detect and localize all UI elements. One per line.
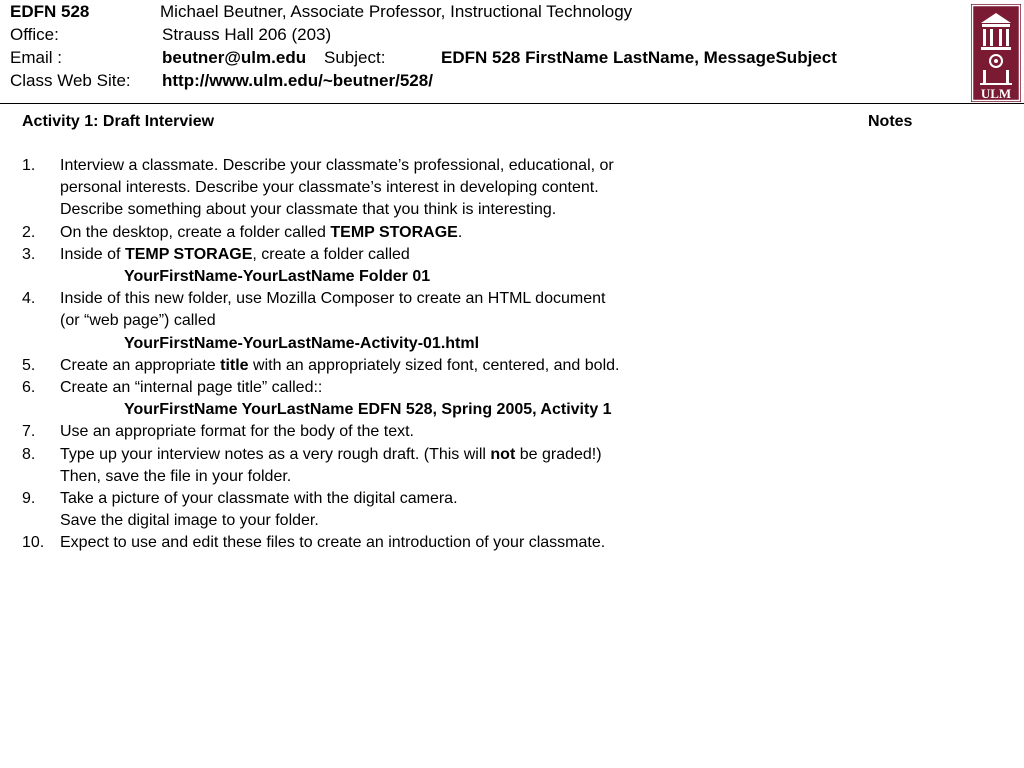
header-row-email: [10, 46, 960, 69]
email-label: Email :: [10, 48, 62, 67]
step-text: Inside of TEMP STORAGE, create a folder called: [60, 245, 410, 263]
step-text: Then, save the file in your folder.: [60, 467, 292, 485]
list-item: [22, 444, 742, 488]
list-item: [22, 532, 742, 554]
header-divider: [0, 103, 1024, 104]
activity-title: Activity 1: Draft Interview: [22, 113, 215, 130]
step-number: 7.: [22, 423, 36, 441]
step-text: Inside of this new folder, use Mozilla Composer to create an HTML document: [60, 290, 606, 308]
step-text: Create an “internal page title” called::: [60, 379, 323, 397]
subject-value: EDFN 528 FirstName LastName, MessageSubject: [441, 48, 837, 67]
step-text: Use an appropriate format for the body of the text.: [60, 423, 414, 441]
course-header: [10, 0, 960, 92]
step-number: 8.: [22, 445, 36, 463]
subject-label: Subject:: [324, 48, 386, 67]
step-text: Save the digital image to your folder.: [60, 512, 319, 530]
office-value: Strauss Hall 206 (203): [162, 25, 332, 44]
step-text: personal interests. Describe your classmate’s interest in developing content.: [60, 179, 599, 197]
course-code: EDFN 528: [10, 2, 90, 21]
step-text: On the desktop, create a folder called TEMP STORAGE.: [60, 223, 463, 241]
step-text: Create an appropriate title with an appropriately sized font, centered, and bold.: [60, 356, 620, 374]
list-item: [22, 155, 742, 222]
step-number: 10.: [22, 534, 45, 552]
header-row-office: [10, 23, 960, 46]
step-number: 1.: [22, 157, 36, 174]
step-number: 4.: [22, 290, 36, 308]
ulm-logo: [971, 4, 1021, 102]
list-item: [22, 421, 742, 443]
step-number: 2.: [22, 223, 36, 241]
folder-name: YourFirstName-YourLastName Folder 01: [124, 268, 431, 286]
logo-text: ULM: [980, 86, 1012, 101]
step-text: Type up your interview notes as a very rough draft. (This will not be graded!): [60, 445, 602, 463]
notes-heading: Notes: [868, 113, 913, 130]
step-text: Describe something about your classmate that you think is interesting.: [60, 201, 557, 219]
instructor-info: Michael Beutner, Associate Professor, Instructional Technology: [160, 2, 633, 21]
step-text: Expect to use and edit these files to create an introduction of your classmate.: [60, 534, 606, 552]
file-name: YourFirstName-YourLastName-Activity-01.html: [124, 334, 480, 352]
list-item: [22, 244, 742, 288]
website-link[interactable]: http://www.ulm.edu/~beutner/528/: [162, 71, 433, 90]
header-row-website: [10, 69, 960, 92]
step-text: Take a picture of your classmate with the digital camera.: [60, 490, 458, 508]
list-item: [22, 488, 742, 532]
step-text: (or “web page”) called: [60, 312, 216, 330]
step-number: 5.: [22, 356, 36, 374]
header-row-course: [10, 0, 960, 23]
list-item: [22, 355, 742, 377]
step-number: 9.: [22, 490, 36, 508]
list-item: [22, 377, 742, 421]
list-item: [22, 222, 742, 244]
internal-page-title: YourFirstName YourLastName EDFN 528, Spring 2005, Activity 1: [124, 401, 612, 419]
step-text: Interview a classmate. Describe your classmate’s professional, educational, or: [60, 157, 614, 174]
website-label: Class Web Site:: [10, 71, 131, 90]
instruction-list: [22, 155, 742, 555]
email-link[interactable]: beutner@ulm.edu: [162, 48, 307, 67]
step-number: 3.: [22, 245, 36, 263]
office-label: Office:: [10, 25, 59, 44]
step-number: 6.: [22, 379, 36, 397]
list-item: [22, 288, 742, 355]
